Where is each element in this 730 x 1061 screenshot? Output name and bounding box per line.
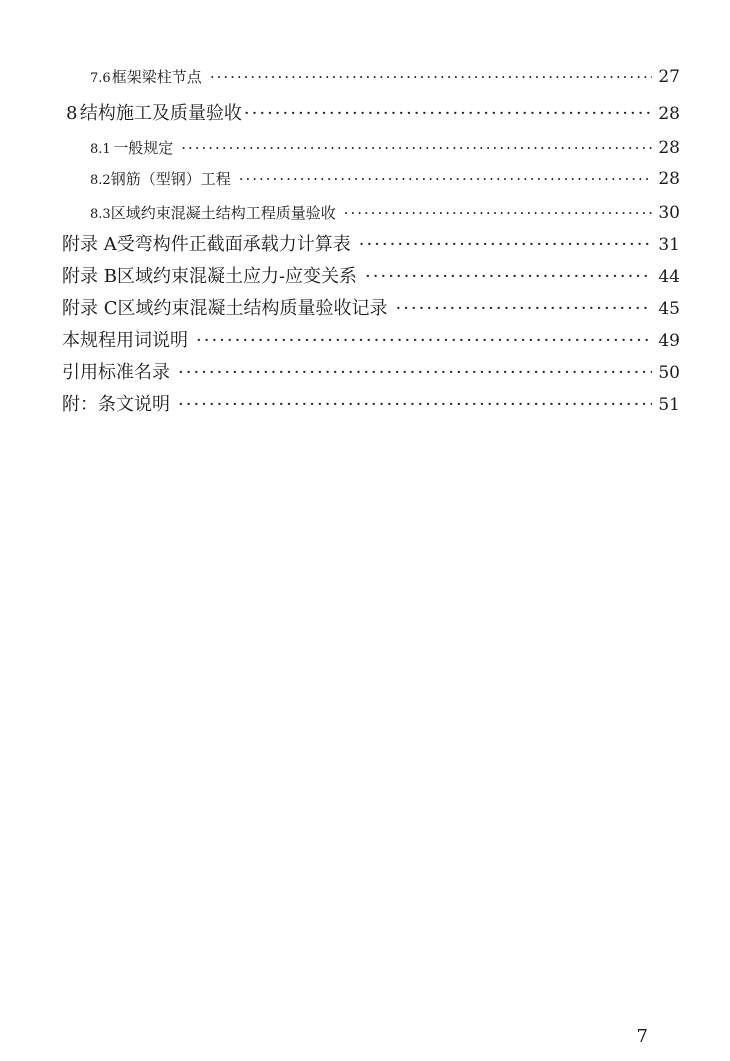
toc-entry-title: 钢筋（型钢）工程 [110,170,231,188]
dot-leader [239,170,653,188]
dot-leader [196,330,652,351]
toc-entry-number: 8.1 [90,142,111,157]
toc-entry-8-2[interactable] [90,168,680,189]
toc-entry-number: 8.2 [90,173,111,188]
dot-leader [178,362,652,383]
dot-leader [359,234,653,255]
toc-entry-title: 区域约束混凝土结构质量验收记录 [117,298,388,319]
toc-entry-page: 31 [658,235,680,255]
dot-leader [365,266,652,287]
dot-leader [396,298,653,319]
dot-leader [344,204,653,222]
toc-entry-page: 30 [658,203,680,223]
page-number: 7 [636,1026,648,1047]
toc-entry-title: 引用标准名录 [62,362,170,383]
dot-leader [178,394,652,415]
toc-entry-page: 28 [658,104,680,124]
toc-entry-title: 框架梁柱节点 [111,68,202,86]
dot-leader [210,68,653,86]
toc-entry-number: 附录 C [62,298,118,319]
toc-entry-page: 45 [658,299,680,319]
toc-entry-8[interactable] [66,99,680,125]
toc-entry-8-1[interactable] [90,137,680,158]
toc-entry-terms[interactable] [62,326,680,352]
toc-entry-number: 7.6 [90,71,111,86]
toc-entry-title: 一般规定 [113,139,174,157]
toc-entry-page: 50 [658,363,680,383]
toc-entry-number: 8 [66,103,78,124]
dot-leader [181,139,652,157]
toc-entry-title: 本规程用词说明 [62,330,188,351]
toc-entry-page: 44 [658,267,680,287]
toc-entry-number: 附录 A [62,234,117,255]
toc-entry-page: 27 [658,67,680,87]
toc-entry-page: 28 [658,138,680,158]
toc-entry-references[interactable] [62,358,680,384]
toc-entry-title: 结构施工及质量验收 [79,103,242,124]
toc-entry-title: 受弯构件正截面承载力计算表 [116,234,351,255]
toc-entry-title: 区域约束混凝土结构工程质量验收 [110,204,336,222]
toc-entry-title: 区域约束混凝土应力-应变关系 [116,266,358,287]
toc-entry-appendix-a[interactable] [62,230,680,256]
toc-entry-7-6[interactable] [90,66,680,87]
toc-entry-page: 49 [658,331,680,351]
toc-entry-title: 附：条文说明 [62,394,170,415]
toc-entry-page: 51 [658,395,680,415]
toc-entry-page: 28 [658,169,680,189]
toc-entry-8-3[interactable] [90,202,680,223]
toc-entry-appendix-c[interactable] [62,294,680,320]
toc-entry-number: 8.3 [90,207,111,222]
dot-leader [244,103,652,124]
toc-entry-number: 附录 B [62,266,117,287]
toc-entry-explanation[interactable] [62,390,680,416]
toc-entry-appendix-b[interactable] [62,262,680,288]
